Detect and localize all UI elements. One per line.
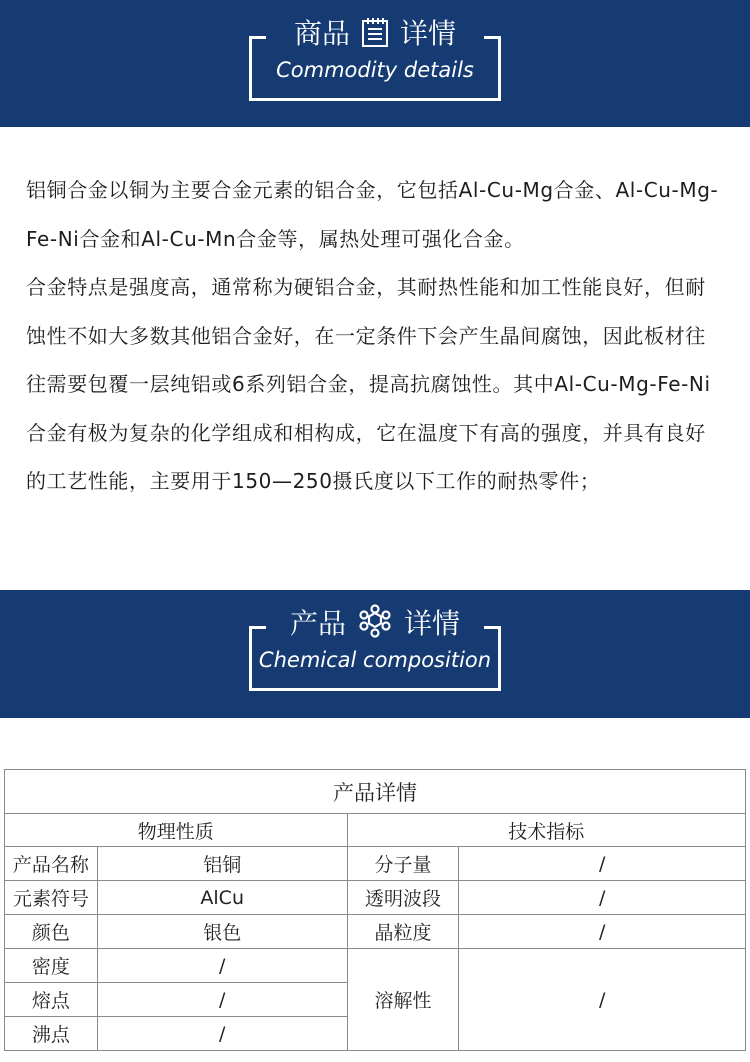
row-value: AlCu	[97, 881, 347, 915]
section-title-left: 产品	[289, 607, 346, 640]
section-title-frame	[249, 17, 501, 101]
row-value: /	[97, 949, 347, 983]
section-title-en: Chemical composition	[258, 648, 492, 672]
row-label: 颜色	[5, 915, 98, 949]
row-label: 产品名称	[5, 847, 98, 881]
chemical-composition-banner	[0, 590, 750, 718]
table-row	[5, 915, 746, 949]
description-paragraph: 合金特点是强度高，通常称为硬铝合金，其耐热性能和加工性能良好，但耐蚀性不如大多数其他铝合金好，在一定条件下会产生晶间腐蚀，因此板材往往需要包覆一层纯铝或6系列铝合金，提高抗腐蚀性。其中Al-Cu-Mg-Fe-Ni合金有极为复杂的化学组成和相构成，它在温度下有高的强度，并具有良好的工艺性能，主要用于150—250摄氏度以下工作的耐热零件；	[26, 275, 711, 493]
molecule-icon	[356, 604, 394, 640]
row-label: 透明波段	[347, 881, 459, 915]
row-value: /	[459, 915, 746, 949]
table-caption: 产品详情	[5, 770, 746, 814]
row-label: 分子量	[347, 847, 459, 881]
section-title-right: 详情	[404, 607, 461, 640]
product-spec-table	[4, 769, 746, 1051]
commodity-details-banner	[0, 0, 750, 127]
row-label: 晶粒度	[347, 915, 459, 949]
group-header-technical: 技术指标	[347, 814, 745, 847]
row-value: /	[459, 881, 746, 915]
row-value: /	[97, 983, 347, 1017]
section-title-left: 商品	[293, 17, 350, 50]
merged-value: /	[459, 949, 746, 1051]
section-title-cn	[286, 12, 464, 52]
merged-label: 溶解性	[347, 949, 459, 1051]
table-row	[5, 949, 746, 983]
row-value: 银色	[97, 915, 347, 949]
table-row	[5, 847, 746, 881]
section-title-cn	[282, 602, 468, 642]
description-paragraph: 铝铜合金以铜为主要合金元素的铝合金，它包括Al-Cu-Mg合金、Al-Cu-Mg-Fe-Ni合金和Al-Cu-Mn合金等，属热处理可强化合金。	[26, 178, 719, 251]
section-title-frame	[249, 607, 501, 691]
table-row	[5, 881, 746, 915]
section-title-right: 详情	[400, 17, 457, 50]
notepad-icon	[360, 16, 390, 48]
row-value: 铝铜	[97, 847, 347, 881]
row-label: 密度	[5, 949, 98, 983]
group-header-physical: 物理性质	[5, 814, 348, 847]
row-label: 沸点	[5, 1017, 98, 1051]
row-label: 熔点	[5, 983, 98, 1017]
product-description	[26, 166, 726, 506]
section-title-en: Commodity details	[276, 58, 474, 82]
row-label: 元素符号	[5, 881, 98, 915]
row-value: /	[459, 847, 746, 881]
row-value: /	[97, 1017, 347, 1051]
